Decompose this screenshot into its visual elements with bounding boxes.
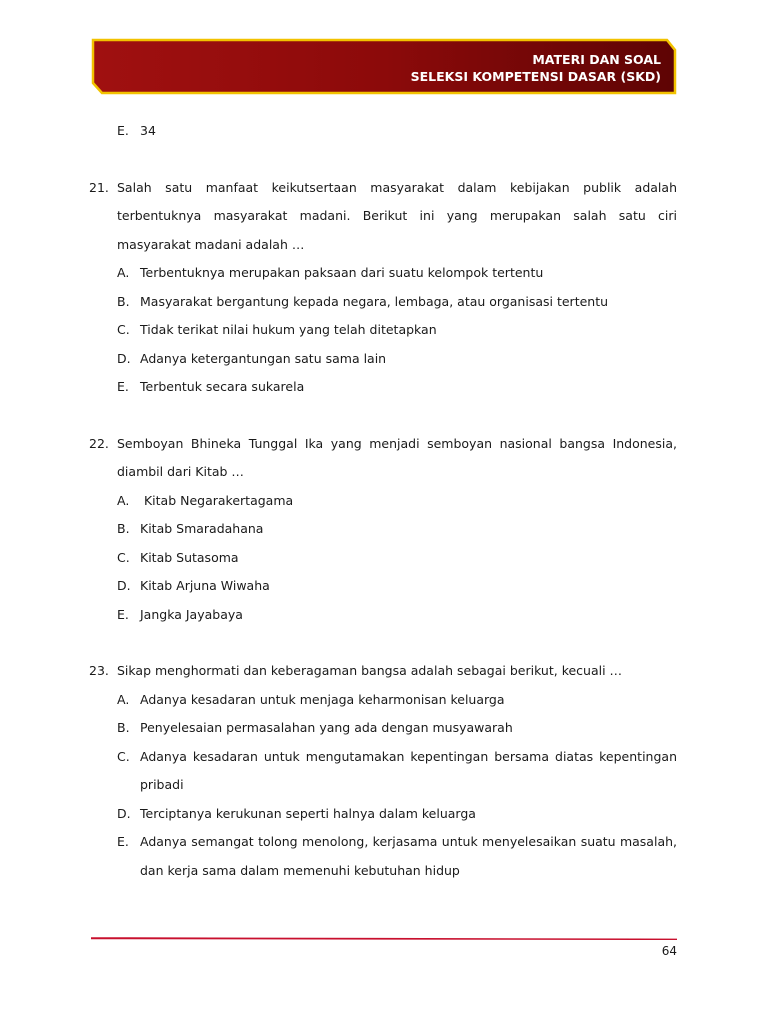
question-21-option-b [117,288,677,317]
question-23-option-a [117,686,677,715]
option-text: Kitab Arjuna Wiwaha [140,578,270,593]
question-23-option-c [117,743,677,800]
option-text: Adanya kesadaran untuk mengutamakan kepentingan bersama diatas kepentingan pribadi [140,748,677,792]
question-number: 21. [89,179,109,195]
option-letter: D. [117,578,131,593]
question-21-option-c [117,316,677,345]
question-22 [89,430,677,487]
question-21-option-a [117,259,677,288]
previous-question-option [117,117,677,146]
question-21-option-d [117,345,677,374]
option-text: Adanya ketergantungan satu sama lain [140,350,387,366]
question-21 [89,174,677,260]
option-letter: A. [117,492,130,508]
option-letter: D. [117,350,131,366]
question-22-option-b [117,515,677,544]
option-text: Kitab Sutasoma [140,549,239,565]
option-letter: A. [117,265,130,280]
question-23-option-b [117,714,677,743]
header-title-line2: SELEKSI KOMPETENSI DASAR (SKD) [410,69,661,84]
question-text: Salah satu manfaat keikutsertaan masyarakat dalam kebijakan publik adalah terbentuknya masyarakat madani. Berikut ini yang merupakan salah satu ciri masyarakat madani adalah … [117,179,677,252]
question-text: Semboyan Bhineka Tunggal Ika yang menjadi semboyan nasional bangsa Indonesia, diambil dari Kitab … [117,435,677,479]
question-22-option-e [117,601,677,630]
page-number: 64 [661,944,677,958]
option-letter: C. [117,748,130,764]
header-banner [90,38,677,95]
question-number: 23. [89,663,109,678]
option-text: Kitab Smaradahana [140,521,264,536]
question-text: Sikap menghormati dan keberagaman bangsa adalah sebagai berikut, kecuali … [117,663,623,678]
question-21-option-e [117,373,677,402]
option-text: Adanya semangat tolong menolong, kerjasama untuk menyelesaikan suatu masalah, dan kerja sama dalam memenuhi kebutuhan hidup [140,834,677,878]
footer-divider [91,936,677,941]
question-23 [89,657,677,686]
question-22-option-c [117,544,677,573]
option-letter: E. [117,834,129,849]
option-text: Tidak terikat nilai hukum yang telah ditetapkan [140,322,437,337]
option-text: Jangka Jayabaya [140,606,243,622]
question-23-option-e [117,828,677,885]
header-title [411,51,661,85]
option-text: Terciptanya kerukunan seperti halnya dalam keluarga [140,805,476,821]
option-letter: B. [117,293,130,309]
option-text: Terbentuknya merupakan paksaan dari suatu kelompok tertentu [140,265,544,280]
option-text: Penyelesaian permasalahan yang ada dengan musyawarah [140,720,513,735]
question-22-option-d [117,572,677,601]
option-text: Kitab Negarakertagama [140,492,294,508]
option-text: Terbentuk secara sukarela [140,379,305,394]
option-letter: E. [117,123,129,138]
option-text: 34 [140,123,156,138]
option-letter: B. [117,720,130,735]
question-number: 22. [89,435,109,451]
header-title-line1: MATERI DAN SOAL [532,52,661,67]
option-text: Masyarakat bergantung kepada negara, lembaga, atau organisasi tertentu [140,293,609,309]
option-text: Adanya kesadaran untuk menjaga keharmonisan keluarga [140,691,505,707]
question-23-option-d [117,800,677,829]
option-letter: C. [117,549,130,565]
option-letter: C. [117,322,130,337]
option-letter: B. [117,521,130,536]
option-letter: A. [117,691,130,707]
option-letter: D. [117,805,131,821]
option-letter: E. [117,379,129,394]
question-22-option-a [117,487,677,516]
document-body [89,117,677,885]
option-letter: E. [117,606,129,622]
